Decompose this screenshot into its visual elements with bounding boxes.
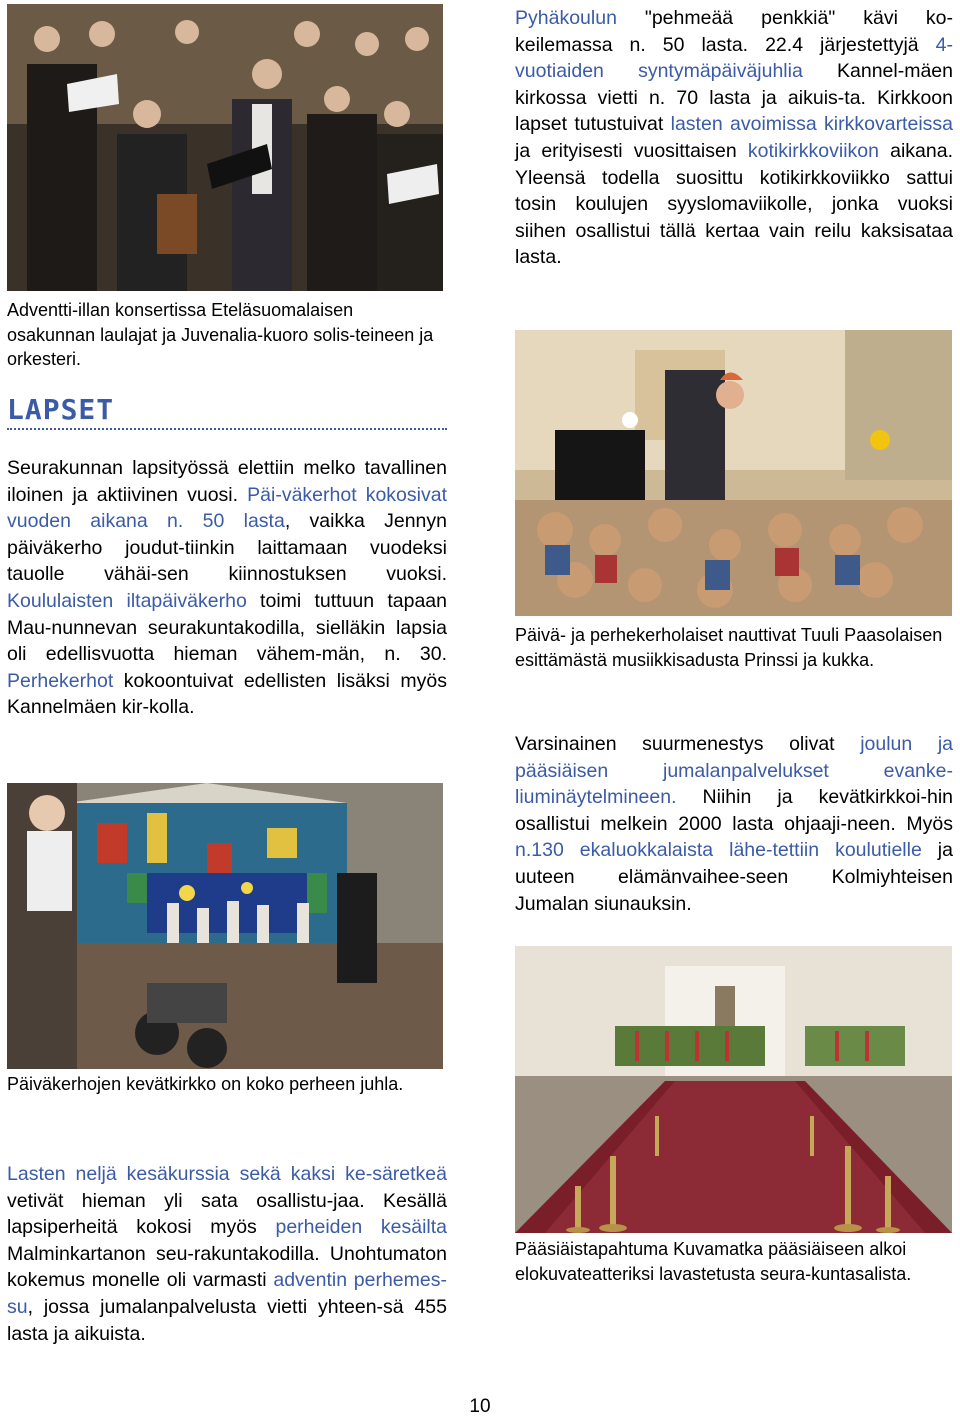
text-run: Niihin ja kevätkirkkoi-hin osallistui melkein 2000 lasta ohjaaji-neen. Myös	[515, 786, 953, 835]
paragraph-sunday-school	[515, 5, 953, 271]
paragraph-christmas-easter	[515, 731, 953, 917]
page-number: 10	[469, 1396, 491, 1417]
music-fairytale-photo	[515, 330, 952, 616]
highlight-run: lasten avoimissa kirkkovarteissa	[670, 113, 953, 136]
highlight-run: Lasten neljä kesäkurssia sekä kaksi ke-säretkeä	[7, 1163, 447, 1185]
text-run: vetivät hieman yli sata osallistu-jaa. Kesällä lapsiperheitä kokosi myös	[7, 1189, 447, 1239]
easter-caption: Pääsiäistapahtuma Kuvamatka pääsiäiseen alkoi elokuvateatteriksi lavastetusta seura-kuntasalista.	[515, 1239, 912, 1284]
text-run: Varsinainen suurmenestys olivat	[515, 733, 861, 755]
text-run: "pehmeää penkkiä" kävi ko-keilemassa n. 50 lasta. 22.4 järjestettyjä	[515, 7, 953, 56]
text-run: Kannel-mäen kirkossa vietti n. 70 lasta ja aikuis-ta. Kirkkoon lapset tutustuivat	[515, 60, 953, 136]
text-run: aikana. Yleensä todella suosittu kotikirkkoviikko sattui tosin koulujen syyslomaviikolle, jonka vuoksi siihen osallistui tällä kertaa vain reilu kaksisataa lasta.	[515, 139, 953, 269]
easter-hall-photo	[515, 946, 952, 1233]
text-run: kokoontuivat edellisten lisäksi myös Kannelmäen kir-kolla.	[7, 669, 447, 719]
paragraph-summer	[7, 1161, 447, 1347]
spring-church-photo	[7, 783, 443, 1069]
highlight-run: perheiden kesäilta	[275, 1216, 448, 1239]
concert-caption: Adventti-illan konsertissa Eteläsuomalaisen osakunnan laulajat ja Juvenalia-kuoro solis-teineen ja orkesteri.	[7, 300, 434, 369]
music-caption: Päivä- ja perhekerholaiset nauttivat Tuuli Paasolaisen esittämästä musiikkisadusta Prinssi ja kukka.	[515, 625, 943, 670]
section-heading: LAPSET	[7, 393, 115, 426]
text-run: toimi tuttuun tapaan Mau-nunnevan seurakuntakodilla, sielläkin lapsia oli edellisvuotta hieman vähem-män, n. 30.	[7, 589, 447, 666]
highlight-run: joulun ja pääsiäisen jumalanpalvelukset evanke-liuminäytelmineen.	[515, 733, 953, 809]
text-run: , vaikka Jennyn päiväkerho joudut-tiinkin laittamaan vuodeksi tauolle vähäi-sen kiinnostuksen vuoksi.	[7, 510, 447, 586]
highlight-run: Perhekerhot	[7, 669, 114, 692]
text-run: , jossa jumalanpalvelusta vietti yhteen-sä 455 lasta ja aikuista.	[7, 1295, 447, 1345]
highlight-run: Pyhäkoulun	[515, 7, 617, 29]
highlight-run: n.130 ekaluokkalaista lähe-tettiin koulutielle	[515, 839, 922, 862]
highlight-run: adventin perhemes-su	[7, 1269, 447, 1318]
highlight-run: Päi-väkerhot kokosivat vuoden aikana n. 50 lasta	[7, 483, 447, 533]
highlight-run: 4-vuotiaiden syntymäpäiväjuhlia	[515, 33, 953, 83]
spring-caption: Päiväkerhojen kevätkirkko on koko perheen juhla.	[7, 1074, 404, 1094]
text-run: Seurakunnan lapsityössä elettiin melko tavallinen iloinen ja aktiivinen vuosi.	[7, 457, 447, 506]
heading-rule	[7, 428, 447, 430]
text-run: ja uuteen elämänvaihee-seen Kolmiyhteisen Jumalan siunauksin.	[515, 839, 953, 915]
paragraph-children-work	[7, 455, 447, 721]
highlight-run: kotikirkkoviikon	[747, 139, 879, 162]
highlight-run: Koululaisten iltapäiväkerho	[7, 589, 247, 612]
concert-photo	[7, 4, 443, 291]
text-run: ja erityisesti vuosittaisen	[515, 139, 748, 162]
text-run: Malminkartanon seu-rakuntakodilla. Unohtumaton kokemus monelle oli varmasti	[7, 1242, 447, 1292]
